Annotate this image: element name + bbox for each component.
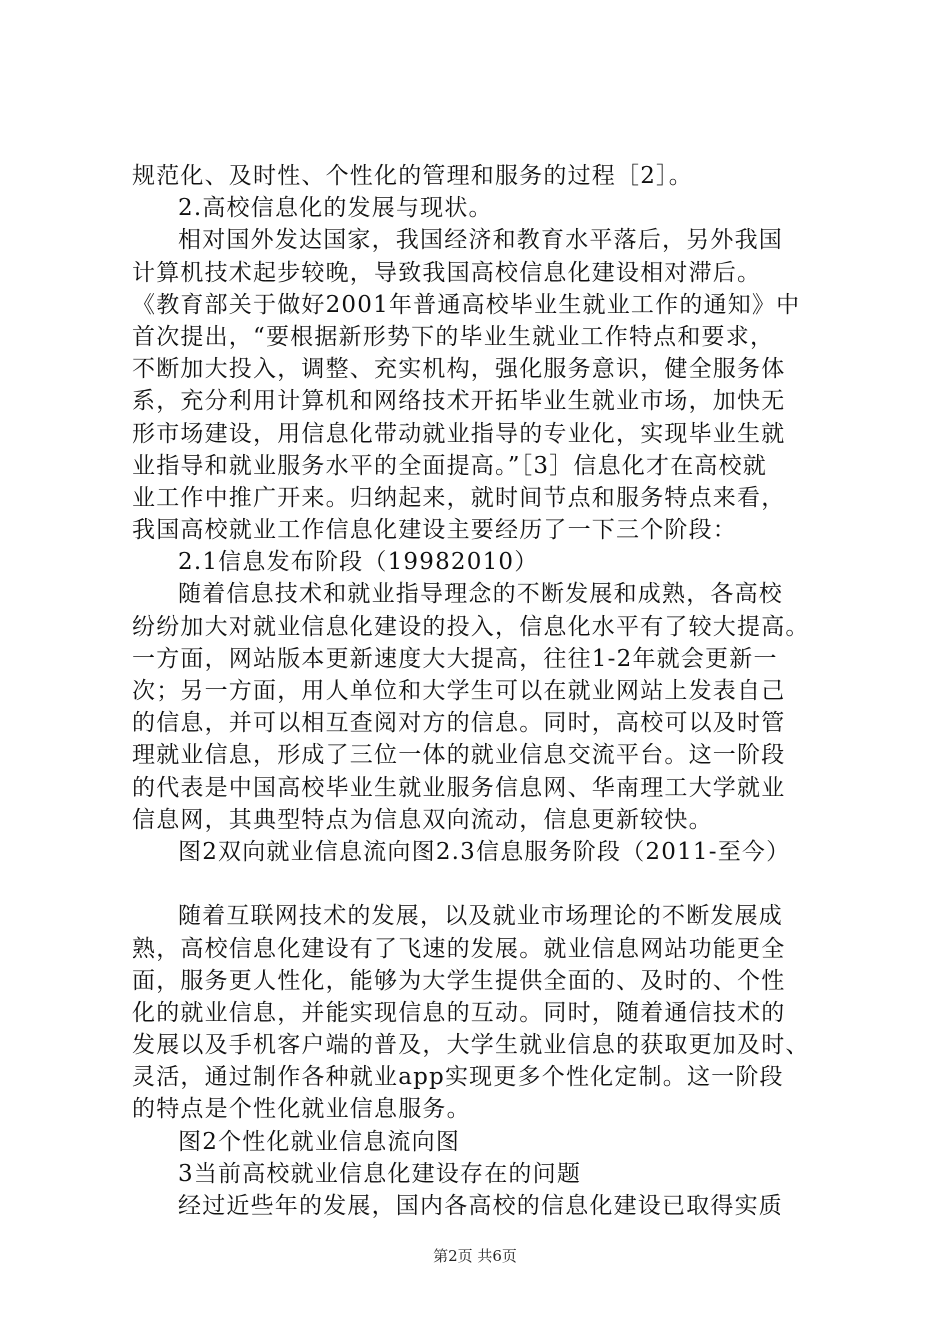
text-line: 系，充分利用计算机和网络技术开拓毕业生就业市场，加快无 [132,388,786,415]
text-line: 业指导和就业服务水平的全面提高。”［3］信息化才在高校就 [132,452,767,479]
text-line: 我国高校就业工作信息化建设主要经历了一下三个阶段： [132,517,737,544]
text-line: 首次提出，“要根据新形势下的毕业生就业工作特点和要求， [132,323,775,350]
figure-caption: 图2双向就业信息流向图2.3信息服务阶段（2011-至今） [178,838,791,865]
text-line: 灵活，通过制作各种就业app实现更多个性化定制。这一阶段 [132,1064,784,1091]
figure-caption: 图2个性化就业信息流向图 [178,1128,461,1155]
section-heading: 2.高校信息化的发展与现状。 [178,195,493,222]
text-line: 的代表是中国高校毕业生就业服务信息网、华南理工大学就业 [132,774,786,801]
text-line: 的特点是个性化就业信息服务。 [132,1096,471,1123]
text-line: 业工作中推广开来。归纳起来，就时间节点和服务特点来看， [132,484,786,511]
paragraph-start: 随着互联网技术的发展，以及就业市场理论的不断发展成 [178,903,783,930]
paragraph-start: 随着信息技术和就业指导理念的不断发展和成熟，各高校 [178,581,783,608]
text-line: 一方面，网站版本更新速度大大提高，往往1-2年就会更新一 [132,645,778,672]
paragraph-start: 经过近些年的发展，国内各高校的信息化建设已取得实质 [178,1193,783,1219]
text-line: 化的就业信息，并能实现信息的互动。同时，随着通信技术的 [132,999,786,1026]
text-line: 信息网，其典型特点为信息双向流动，信息更新较快。 [132,806,713,833]
text-line: 计算机技术起步较晚，导致我国高校信息化建设相对滞后。 [132,259,762,286]
subsection-heading: 2.1信息发布阶段（19982010） [178,549,539,576]
paragraph-start: 相对国外发达国家，我国经济和教育水平落后，另外我国 [178,227,783,254]
text-line: 熟，高校信息化建设有了飞速的发展。就业信息网站功能更全 [132,935,786,962]
page-number-footer: 第2页 共6页 [433,1247,517,1265]
text-line: 《教育部关于做好2001年普通高校毕业生就业工作的通知》中 [132,291,801,318]
text-line: 的信息，并可以相互查阅对方的信息。同时，高校可以及时管 [132,710,786,737]
document-body [132,160,822,1222]
text-line: 次；另一方面，用人单位和大学生可以在就业网站上发表自己 [132,678,786,704]
text-line: 发展以及手机客户端的普及，大学生就业信息的获取更加及时、 [132,1032,810,1059]
text-line: 规范化、及时性、个性化的管理和服务的过程［2］。 [132,163,693,189]
text-line: 形市场建设，用信息化带动就业指导的专业化，实现毕业生就 [132,420,786,447]
text-line: 纷纷加大对就业信息化建设的投入，信息化水平有了较大提高。 [132,613,810,640]
text-line: 不断加大投入，调整、充实机构，强化服务意识，健全服务体 [132,356,786,383]
text-line: 理就业信息，形成了三位一体的就业信息交流平台。这一阶段 [132,742,786,769]
text-line: 面，服务更人性化，能够为大学生提供全面的、及时的、个性 [132,967,786,994]
blank-line [132,868,822,900]
section-heading: 3当前高校就业信息化建设存在的问题 [178,1160,582,1187]
